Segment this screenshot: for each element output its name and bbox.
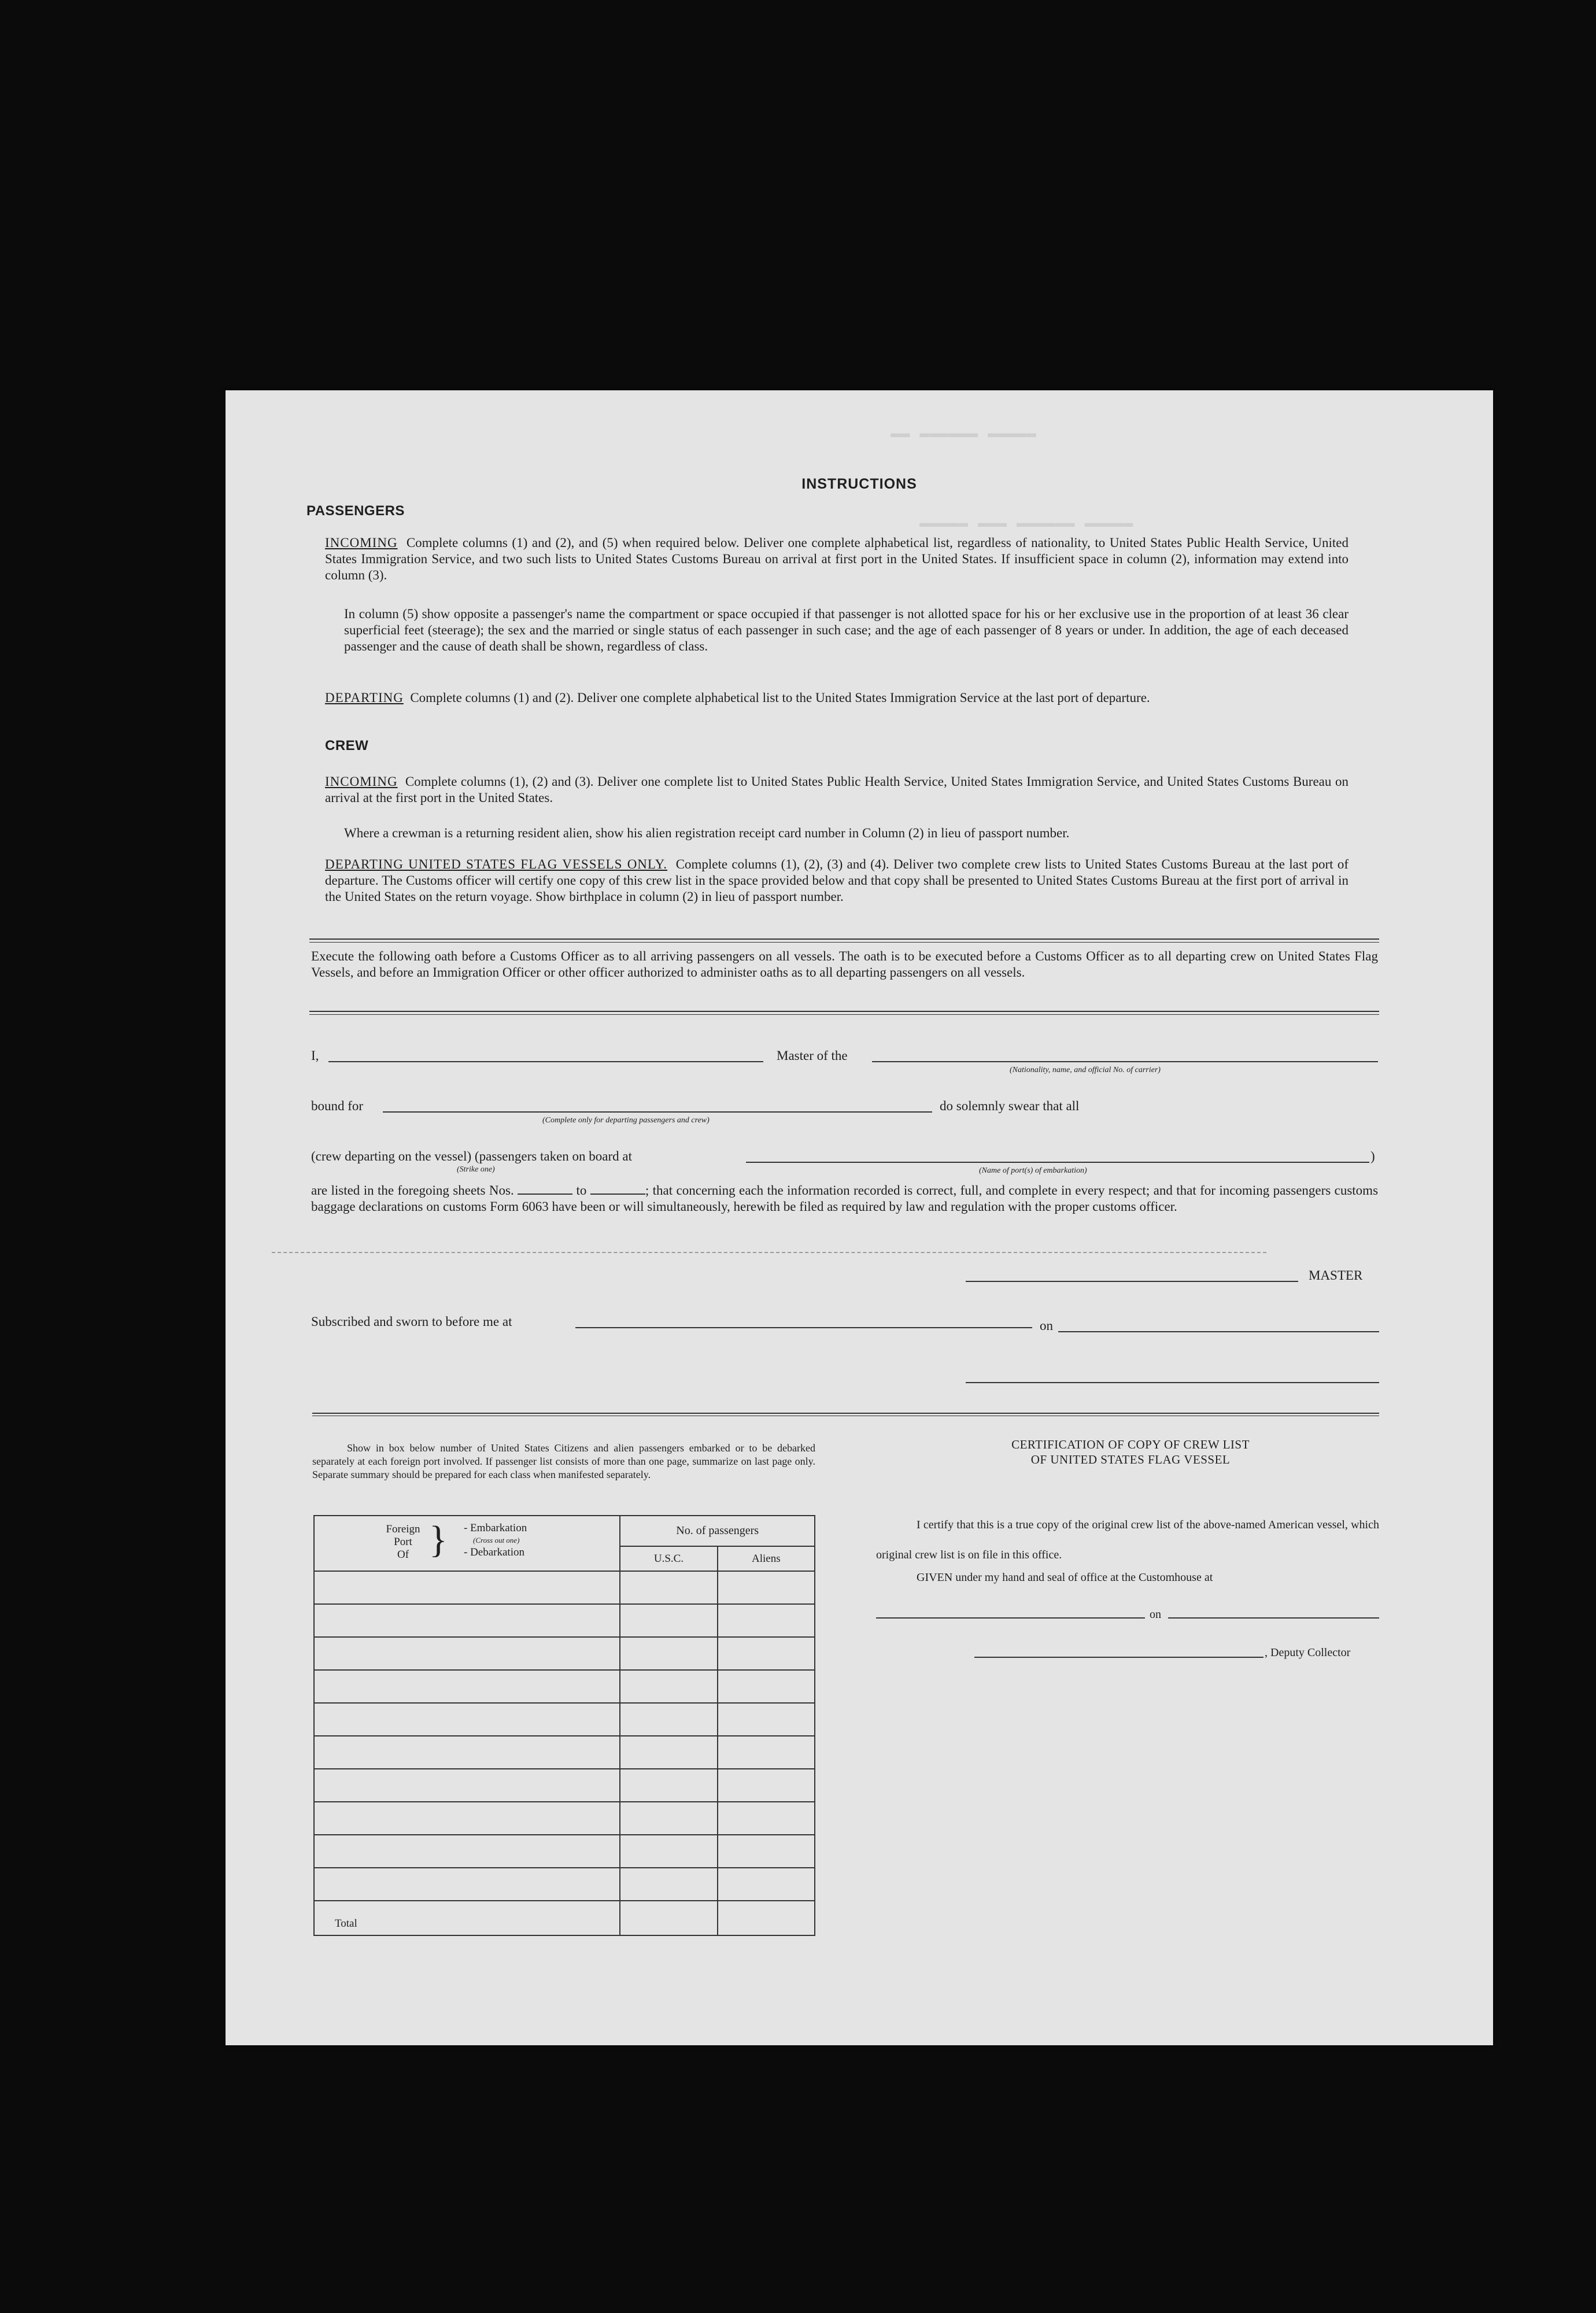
sworn-on-label: on bbox=[1040, 1318, 1053, 1333]
deputy-collector-signature-field[interactable] bbox=[974, 1657, 1264, 1658]
usc-cell[interactable] bbox=[620, 1571, 717, 1604]
sworn-date-field[interactable] bbox=[1058, 1331, 1379, 1332]
passengers-incoming-text: Complete columns (1) and (2), and (5) when required below. Deliver one complete alphabetical list, regardless of nationality, to United States Public Health Service, United States Immigration Service, and two such lists to United States Customs Bureau on arrival at first port in the United States. If insufficient space in column (2), information may extend into column (3). bbox=[325, 535, 1349, 582]
port-cell[interactable] bbox=[314, 1604, 620, 1637]
divider bbox=[309, 1014, 1379, 1015]
aliens-total-cell[interactable] bbox=[718, 1901, 815, 1935]
passengers-departing-label: DEPARTING bbox=[325, 690, 404, 705]
usc-cell[interactable] bbox=[620, 1868, 717, 1901]
usc-cell[interactable] bbox=[620, 1703, 717, 1736]
port-cell[interactable] bbox=[314, 1769, 620, 1802]
bleed-through-text: ▬▬ ▬▬▬▬▬▬ ▬▬▬▬▬ bbox=[891, 425, 1037, 443]
brace-icon: } bbox=[429, 1518, 448, 1561]
sheet-from-field[interactable] bbox=[518, 1183, 572, 1195]
listed-rest: ; that concerning each the information recorded is correct, full, and complete in every respect; and that for incoming passengers customs baggage declarations on customs Form 6063 have been or will simultaneously, herewith be filed as required by law and regulation with the proper customs officer. bbox=[311, 1183, 1379, 1214]
certification-title-line1: CERTIFICATION OF COPY OF CREW LIST bbox=[1011, 1438, 1250, 1451]
listed-start: are listed in the foregoing sheets Nos. bbox=[311, 1183, 514, 1198]
subscribed-label: Subscribed and sworn to before me at bbox=[311, 1314, 512, 1329]
crew-incoming-paragraph bbox=[325, 774, 1349, 806]
passenger-summary-table bbox=[313, 1515, 815, 1936]
aliens-cell[interactable] bbox=[718, 1769, 815, 1802]
bound-for-label: bound for bbox=[311, 1099, 364, 1113]
cross-out-caption: (Cross out one) bbox=[473, 1536, 520, 1545]
dashed-divider bbox=[272, 1252, 1266, 1253]
foreign-port-of-label bbox=[377, 1523, 429, 1561]
port-cell[interactable] bbox=[314, 1802, 620, 1835]
master-signature-field[interactable] bbox=[966, 1281, 1298, 1282]
summary-instructions: Show in box below number of United States Citizens and alien passengers embarked or to be debarked separately at each foreign port involved. If passenger list consists of more than one page, summarize on last page only. Separate summary should be prepared for each class when manifested separately. bbox=[312, 1442, 815, 1480]
to-label: to bbox=[576, 1183, 587, 1198]
cert-date-field[interactable] bbox=[1168, 1617, 1379, 1619]
port-cell[interactable] bbox=[314, 1670, 620, 1703]
master-of-label: Master of the bbox=[777, 1048, 848, 1063]
port-cell[interactable] bbox=[314, 1703, 620, 1736]
usc-cell[interactable] bbox=[620, 1736, 717, 1769]
passengers-departing-paragraph bbox=[325, 690, 1349, 706]
passengers-incoming-paragraph bbox=[325, 535, 1349, 583]
passengers-column5-paragraph: In column (5) show opposite a passenger's name the compartment or space occupied if that passenger is not allotted space for his or her exclusive use in the proportion of at least 36 clear superficial feet (steerage); the sex and the married or single status of each passenger in such case; and the age of each passenger of 8 years or under. In addition, the age of each deceased passenger and the cause of death shall be shown, regardless of class. bbox=[344, 607, 1349, 653]
usc-cell[interactable] bbox=[620, 1835, 717, 1868]
close-paren: ) bbox=[1370, 1149, 1375, 1163]
listed-paragraph bbox=[311, 1183, 1378, 1215]
certification-title-line2: OF UNITED STATES FLAG VESSEL bbox=[1030, 1453, 1231, 1466]
master-name-field[interactable] bbox=[328, 1061, 763, 1062]
bound-for-field[interactable] bbox=[383, 1111, 932, 1113]
aliens-cell[interactable] bbox=[718, 1670, 815, 1703]
aliens-cell[interactable] bbox=[718, 1736, 815, 1769]
port-cell[interactable] bbox=[314, 1868, 620, 1901]
divider bbox=[309, 942, 1379, 943]
strike-one-caption: (Strike one) bbox=[457, 1165, 495, 1174]
bound-caption: (Complete only for departing passengers and crew) bbox=[542, 1116, 710, 1125]
master-label: MASTER bbox=[1309, 1268, 1363, 1283]
aliens-cell[interactable] bbox=[718, 1868, 815, 1901]
given-text: GIVEN under my hand and seal of office at the Customhouse at bbox=[917, 1571, 1213, 1584]
ports-caption: (Name of port(s) of embarkation) bbox=[979, 1166, 1087, 1175]
sheet-to-field[interactable] bbox=[590, 1183, 645, 1195]
crew-departing-paragraph bbox=[325, 856, 1349, 905]
crew-incoming-label: INCOMING bbox=[325, 774, 398, 789]
debarkation-label: - Debarkation bbox=[464, 1546, 524, 1558]
usc-cell[interactable] bbox=[620, 1637, 717, 1670]
swear-label: do solemnly swear that all bbox=[940, 1099, 1080, 1113]
usc-total-cell[interactable] bbox=[620, 1901, 717, 1935]
port-header-cell bbox=[314, 1516, 620, 1571]
aliens-cell[interactable] bbox=[718, 1604, 815, 1637]
divider bbox=[309, 938, 1379, 940]
sworn-place-field[interactable] bbox=[575, 1327, 1032, 1328]
crew-resident-paragraph: Where a crewman is a returning resident alien, show his alien registration receipt card number in Column (2) in lieu of passport number. bbox=[344, 826, 1070, 840]
divider bbox=[312, 1413, 1379, 1414]
usc-header: U.S.C. bbox=[620, 1546, 717, 1571]
embarkation-ports-field[interactable] bbox=[746, 1162, 1369, 1163]
passengers-incoming-label: INCOMING bbox=[325, 535, 398, 550]
usc-cell[interactable] bbox=[620, 1604, 717, 1637]
aliens-cell[interactable] bbox=[718, 1835, 815, 1868]
oath-i-label: I, bbox=[311, 1048, 319, 1063]
crew-incoming-text: Complete columns (1), (2) and (3). Deliver one complete list to United States Public Health Service, United States Immigration Service, and United States Customs Bureau on arrival at the first port in the United States. bbox=[325, 774, 1349, 805]
of-label: Of bbox=[397, 1549, 409, 1561]
foreign-label: Foreign bbox=[386, 1523, 420, 1535]
crew-departing-text: Complete columns (1), (2), (3) and (4). Deliver two complete crew lists to United States Customs Bureau at the last port of departure. The Customs officer will certify one copy of this crew list in the space provided below and that copy shall be presented to United States Customs Bureau at the first port of arrival in the United States on the return voyage. Show birthplace in column (2) in lieu of passport number. bbox=[325, 857, 1349, 904]
customhouse-field[interactable] bbox=[876, 1617, 1145, 1619]
embarkation-label: - Embarkation bbox=[464, 1522, 527, 1534]
usc-cell[interactable] bbox=[620, 1670, 717, 1703]
crew-departing-label: DEPARTING UNITED STATES FLAG VESSELS ONLY. bbox=[325, 857, 668, 871]
carrier-field[interactable] bbox=[872, 1061, 1378, 1062]
deputy-collector-label: , Deputy Collector bbox=[1265, 1646, 1351, 1659]
port-cell[interactable] bbox=[314, 1736, 620, 1769]
port-cell[interactable] bbox=[314, 1571, 620, 1604]
no-of-passengers-header: No. of passengers bbox=[620, 1516, 815, 1546]
aliens-header: Aliens bbox=[718, 1546, 815, 1571]
aliens-cell[interactable] bbox=[718, 1802, 815, 1835]
cert-on-label: on bbox=[1150, 1608, 1161, 1621]
aliens-cell[interactable] bbox=[718, 1703, 815, 1736]
aliens-cell[interactable] bbox=[718, 1637, 815, 1670]
port-cell[interactable] bbox=[314, 1835, 620, 1868]
form-sheet bbox=[226, 390, 1493, 2045]
usc-cell[interactable] bbox=[620, 1802, 717, 1835]
oath-instructions: Execute the following oath before a Customs Officer as to all arriving passengers on all vessels. The oath is to be executed before a Customs Officer as to all departing crew on United States Flag Vessels, and before an Immigration Officer or other officer authorized to administer oaths as to all departing passengers on all vessels. bbox=[311, 949, 1378, 980]
port-cell[interactable] bbox=[314, 1637, 620, 1670]
certify-text: I certify that this is a true copy of the original crew list of the above-named American vessel, which original crew list is on file in this office. bbox=[876, 1518, 1379, 1561]
crew-heading: CREW bbox=[325, 738, 369, 753]
port-label: Port bbox=[394, 1536, 412, 1548]
divider bbox=[309, 1011, 1379, 1012]
crew-departing-label: (crew departing on the vessel) (passengers taken on board at bbox=[311, 1149, 632, 1163]
passengers-departing-text: Complete columns (1) and (2). Deliver one complete alphabetical list to the United States Immigration Service at the last port of departure. bbox=[410, 690, 1150, 705]
total-label: Total bbox=[314, 1901, 620, 1935]
carrier-caption: (Nationality, name, and official No. of carrier) bbox=[1010, 1066, 1161, 1074]
certification-title bbox=[879, 1437, 1382, 1467]
aliens-cell[interactable] bbox=[718, 1571, 815, 1604]
usc-cell[interactable] bbox=[620, 1769, 717, 1802]
bleed-through-text: ▬▬▬▬▬ ▬▬▬ ▬▬▬▬▬▬ ▬▬▬▬▬ bbox=[919, 515, 1133, 533]
officer-signature-field[interactable] bbox=[966, 1382, 1379, 1383]
passengers-heading: PASSENGERS bbox=[306, 503, 405, 519]
page-title: INSTRUCTIONS bbox=[801, 476, 917, 492]
